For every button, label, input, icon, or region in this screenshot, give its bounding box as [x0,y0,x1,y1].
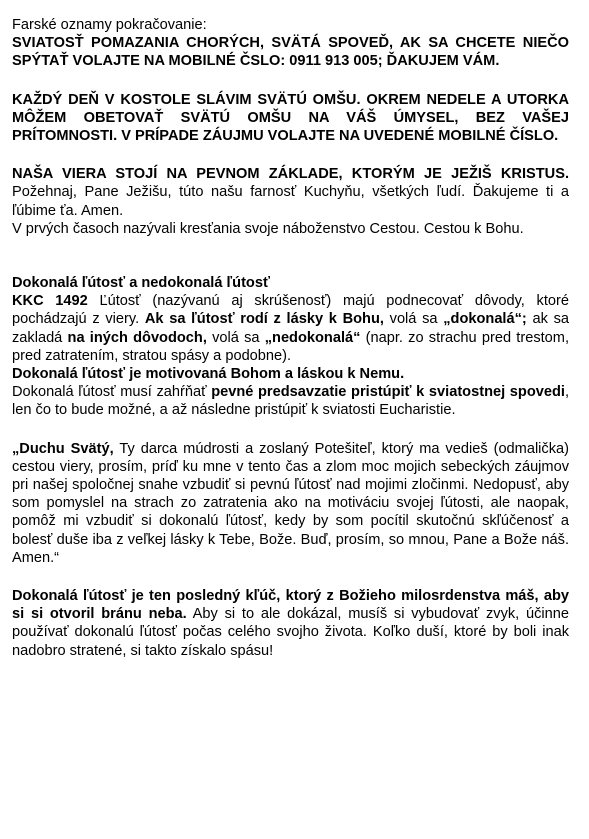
kkc-text: volá sa [383,311,444,328]
spacer [12,71,569,91]
kkc-emphasis: Ak sa ľútosť rodí z lásky k Bohu, [144,311,384,328]
announcement-mass: KAŽDÝ DEŇ V KOSTOLE SLÁVIM SVÄTÚ OMŠU. OKREM NEDELE A UTORKA MÔŽEM OBETOVAŤ SVÄTÚ OMŠU NA VÁŠ ÚMYSEL, BEZ VAŠEJ PRÍTOMNOSTI. V PRÍPADE ZÁUJMU VOLAJTE NA UVEDENÉ MOBILNÉ ČÍSLO. [12,91,569,145]
spacer [12,145,569,165]
spacer [12,420,569,440]
resolution-text: Dokonalá ľútosť musí zahŕňať [12,384,212,401]
prayer-text: Ty darca múdrosti a zoslaný Potešiteľ, ktorý ma vedieš (odmalička) cestou viery, prosím, príď ku mne v tento čas a zlom moc mojich sebeckých záujmov pri našej spoločnej snahe vzbudiť si pevnú ľútosť nad mojimi zločinmi. Nedopusť, aby som pomyslel na strach zo zatratenia ako na motiváciu svojej ľútosti, ale naopak, pomôž mi vzbudiť si dokonalú ľútosť, kedy by som pocítil skutočnú skľúčenosť a bolesť duše iba z veľkej lásky k Tebe, Bože. Buď, prosím, so mnou, Pane a Bože náš. Amen.“ [12,440,569,566]
kkc-text: volá sa [206,329,265,346]
spacer [12,238,569,256]
faith-heading: NAŠA VIERA STOJÍ NA PEVNOM ZÁKLADE, KTORÝM JE JEŽIŠ KRISTUS. [12,166,569,183]
prayer-paragraph [12,440,569,567]
closing-emphasis: Dokonalá ľútosť je ten posledný kľúč, ktorý z Božieho milosrdenstva máš, aby si si otvoril bránu neba. [12,588,569,623]
closing-text: Aby si to ale dokázal, musíš si vybudovať zvyk, účinne používať dokonalú ľútosť počas celého svojho života. Koľko duší, ktoré by boli inak nadobro stratené, si takto získalo spásu! [12,606,569,659]
bulletin-page [12,16,569,660]
resolution-paragraph [12,383,569,419]
closing-paragraph [12,587,569,660]
spacer [12,567,569,587]
announcement-confession: SVIATOSŤ POMAZANIA CHORÝCH, SVÄTÁ SPOVEĎ, AK SA CHCETE NIEČO SPÝTAŤ VOLAJTE NA MOBILNÉ ČSLO: 0911 913 005; ĎAKUJEM VÁM. [12,35,569,70]
faith-paragraph [12,165,569,220]
kkc-paragraph [12,292,569,365]
resolution-text: , len čo to bude možné, a až následne pristúpiť k sviatosti Eucharistie. [12,384,569,419]
kkc-emphasis: „nedokonalá“ [264,329,361,346]
resolution-emphasis: pevné predsavzatie pristúpiť k sviatostnej spovedi [211,384,565,401]
prayer-invocation: „Duchu Svätý, [12,440,114,457]
kkc-emphasis: na iných dôvodoch, [67,329,207,346]
kkc-label: KKC 1492 [12,293,88,310]
faith-blessing: Požehnaj, Pane Ježišu, túto našu farnosť Kuchyňu, všetkých ľudí. Ďakujeme ti a ľúbime ťa. Amen. [12,184,569,219]
spacer [12,256,569,274]
kkc-text: (napr. zo strachu pred trestom, pred zatratením, stratou spásy a podobne). [12,329,570,364]
kkc-text: ak sa zakladá [12,311,570,346]
intro-line: Farské oznamy pokračovanie: [12,17,207,33]
subsection-title: Dokonalá ľútosť je motivovaná Bohom a láskou k Nemu. [12,366,405,383]
section-title: Dokonalá ľútosť a nedokonalá ľútosť [12,275,270,292]
kkc-emphasis: „dokonalá“; [443,311,527,328]
way-paragraph: V prvých časoch nazývali kresťania svoje náboženstvo Cestou. Cestou k Bohu. [12,220,524,237]
kkc-text: Ľútosť (nazývanú aj skrúšenosť) majú podnecovať dôvody, ktoré pochádzajú z viery. [12,293,569,328]
